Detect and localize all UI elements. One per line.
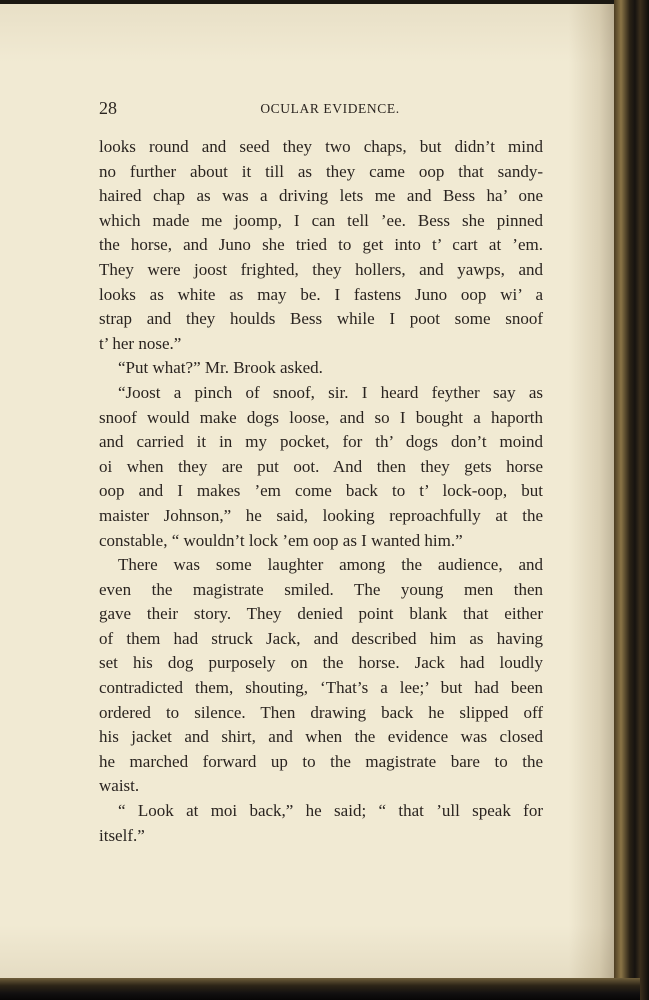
text-line: There was some laughter among the audience, and bbox=[118, 555, 543, 575]
text-line: haired chap as was a driving lets me and Bess ha’ one bbox=[99, 186, 543, 206]
page-number: 28 bbox=[99, 98, 117, 118]
text-line: strap and they houlds Bess while I poot some snoof bbox=[99, 309, 543, 329]
page-header bbox=[99, 98, 543, 122]
text-line: ordered to silence. Then drawing back he slipped off bbox=[99, 702, 543, 722]
text-line: no further about it till as they came oop that sandy- bbox=[99, 161, 543, 181]
text-line: looks round and seed they two chaps, but didn’t mind bbox=[99, 137, 543, 156]
text-line: “Joost a pinch of snoof, sir. I heard feyther say as bbox=[118, 382, 543, 402]
text-line: and carried it in my pocket, for th’ dogs don’t moind bbox=[99, 432, 543, 452]
text-line: of them had struck Jack, and described him as having bbox=[99, 628, 543, 648]
running-head: OCULAR EVIDENCE. bbox=[260, 101, 400, 116]
text-line: even the magistrate smiled. The young men then bbox=[99, 579, 543, 599]
text-line: set his dog purposely on the horse. Jack had loudly bbox=[99, 653, 543, 673]
text-line: looks as white as may be. I fastens Juno oop wi’ a bbox=[99, 284, 543, 304]
text-line: t’ her nose.” bbox=[99, 333, 182, 353]
text-line: he marched forward up to the magistrate bare to the bbox=[99, 751, 543, 771]
text-line: oi when they are put oot. And then they gets horse bbox=[99, 456, 543, 476]
text-line: They were joost frighted, they hollers, and yawps, and bbox=[99, 259, 543, 279]
text-line: waist. bbox=[99, 776, 140, 796]
page-edge-right bbox=[614, 0, 649, 1000]
text-line: “ Look at moi back,” he said; “ that ’ull speak for bbox=[118, 801, 543, 821]
text-line: oop and I makes ’em come back to t’ lock-oop, but bbox=[99, 481, 543, 501]
body-text bbox=[99, 135, 543, 848]
text-line: itself.” bbox=[99, 825, 145, 845]
text-line: “Put what?” Mr. Brook asked. bbox=[118, 358, 323, 378]
page-edge-bottom bbox=[0, 978, 640, 1000]
text-line: which made me joomp, I can tell ’ee. Bess she pinned bbox=[99, 210, 543, 230]
text-line: constable, “ wouldn’t lock ’em oop as I wanted him.” bbox=[99, 530, 463, 550]
text-line: his jacket and shirt, and when the evidence was closed bbox=[99, 727, 543, 747]
text-line: the horse, and Juno she tried to get into t’ cart at ’em. bbox=[99, 235, 543, 255]
text-line: contradicted them, shouting, ‘That’s a lee;’ but had been bbox=[99, 678, 543, 698]
book-page bbox=[0, 4, 618, 984]
text-line: maister Johnson,” he said, looking reproachfully at the bbox=[99, 505, 543, 525]
text-line: gave their story. They denied point blank that either bbox=[99, 604, 543, 624]
text-line: snoof would make dogs loose, and so I bought a haporth bbox=[99, 407, 543, 427]
